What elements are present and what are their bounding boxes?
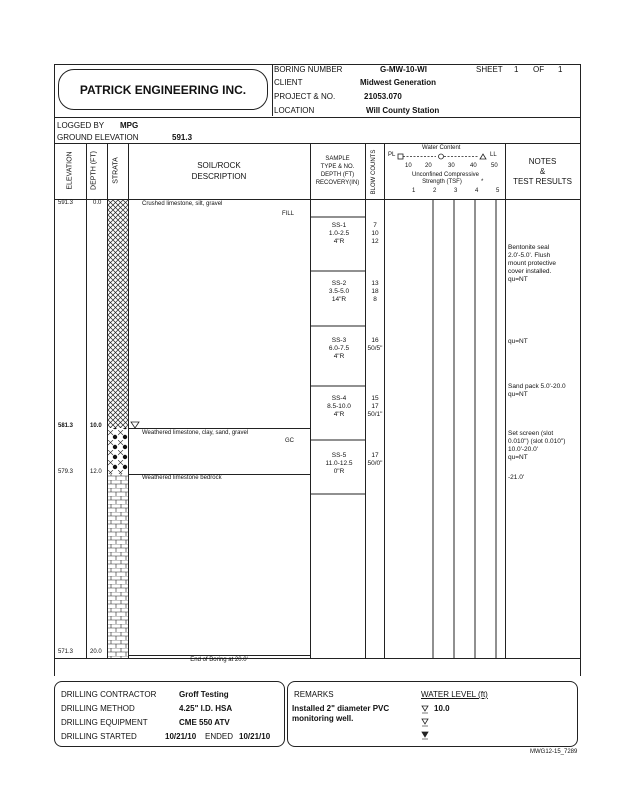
- wc-tick: 20: [425, 163, 432, 169]
- remarks-line-1: Installed 2" diameter PVC: [292, 704, 390, 713]
- elevation-value: 591.3: [58, 200, 74, 206]
- sample-type-header: TYPE & NO.: [320, 164, 355, 170]
- layer-code: GC: [285, 438, 294, 444]
- note-screen: [508, 430, 565, 462]
- strata-header: STRATA: [112, 157, 120, 184]
- boring-number: G-MW-10-WI: [380, 65, 427, 74]
- sample-id: SS-1: [331, 222, 347, 229]
- blow-counts-ss-3: [367, 337, 383, 353]
- remarks-label: REMARKS: [294, 690, 334, 699]
- sample-ss-5: [313, 452, 365, 476]
- sample-recovery: 0"R: [333, 468, 345, 475]
- sample-recovery: 4"R: [333, 353, 345, 360]
- sample-depth: 1.0-2.5: [328, 230, 350, 237]
- sample-recovery: 14"R: [331, 296, 347, 303]
- notes-header: NOTES: [528, 157, 557, 166]
- water-content-legend: [396, 151, 492, 163]
- sample-depth: 8.5-10.0: [327, 403, 351, 410]
- ucs-tick: 2: [433, 188, 437, 194]
- blow-count: 17: [371, 403, 379, 410]
- water-content-label: Water Content: [422, 145, 461, 151]
- col-div-graph: [505, 143, 506, 658]
- strata-column: [108, 200, 128, 658]
- started-value: 10/21/10: [165, 732, 197, 741]
- blow-counts-ss-2: [367, 280, 383, 304]
- remarks-line-2: monitoring well.: [292, 714, 354, 723]
- elevation-header: ELEVATION: [66, 151, 74, 190]
- graph-grid: [384, 199, 505, 658]
- bedrock-strata: [108, 474, 128, 658]
- ucs-tick-row: [395, 188, 501, 195]
- water-level-symbols-icon: [421, 704, 429, 744]
- equipment-label: DRILLING EQUIPMENT: [61, 718, 148, 727]
- ll-label: LL: [490, 152, 497, 158]
- frame-right: [580, 64, 581, 676]
- layer-code: FILL: [282, 211, 295, 217]
- blow-count: 50/0": [367, 460, 383, 467]
- water-level-label: WATER LEVEL (ft): [421, 690, 488, 699]
- blow-count: 10: [371, 230, 379, 237]
- fill-strata: [108, 200, 128, 428]
- ucs-tick: 4: [475, 188, 479, 194]
- depth-header: DEPTH (FT): [90, 151, 98, 190]
- note-line: Sand pack 5.0'-20.0: [508, 383, 566, 390]
- wc-tick: 40: [470, 163, 477, 169]
- note-refusal: -21.0': [508, 474, 525, 481]
- note-line: cover installed.: [508, 268, 552, 275]
- description-header: DESCRIPTION: [191, 172, 247, 181]
- soil-rock-header: SOIL/ROCK: [197, 161, 241, 170]
- contractor-label: DRILLING CONTRACTOR: [61, 690, 157, 699]
- blow-count: 13: [371, 280, 379, 287]
- note-line: Bentonite seal: [508, 244, 550, 251]
- project-number: 21053.070: [364, 92, 402, 101]
- contractor-value: Groff Testing: [179, 690, 229, 699]
- col-div-strata: [128, 143, 129, 658]
- client-value: Midwest Generation: [360, 78, 437, 87]
- sample-recovery-header: RECOVERY(IN): [315, 180, 360, 186]
- sheet-total: 1: [558, 65, 563, 74]
- layer-description: Crushed limestone, silt, gravel: [142, 201, 223, 207]
- ground-elevation-value: 591.3: [172, 133, 193, 142]
- ground-elevation-label: GROUND ELEVATION: [57, 133, 139, 142]
- sample-id: SS-5: [331, 452, 347, 459]
- layer-description: Weathered limestone, clay, sand, gravel: [142, 430, 249, 436]
- started-label: DRILLING STARTED: [61, 732, 137, 741]
- client-label: CLIENT: [274, 78, 303, 87]
- gc-strata: [108, 428, 128, 474]
- ucs-label-1: Unconfined Compressive: [411, 172, 480, 178]
- end-of-boring: End of Boring at 20.0': [190, 657, 248, 663]
- sample-boxes: [310, 199, 365, 658]
- blow-counts-ss-1: [367, 222, 383, 246]
- form-id: MWG12-15_7289: [530, 749, 578, 755]
- note-line: qu=NT: [508, 391, 528, 398]
- notes-ampersand: &: [539, 167, 546, 176]
- test-results-header: TEST RESULTS: [513, 177, 572, 186]
- remarks-panel: [287, 681, 578, 747]
- of-label: OF: [533, 65, 545, 74]
- sample-header: SAMPLE: [325, 156, 350, 162]
- blow-count: 17: [371, 452, 379, 459]
- layer-boundary: [128, 655, 310, 656]
- blow-count: 50/1": [367, 411, 383, 418]
- sample-ss-4: [313, 395, 365, 419]
- blow-count: 12: [371, 238, 379, 245]
- column-header-top: [54, 143, 580, 144]
- sample-depth-header: DEPTH (FT): [320, 172, 355, 178]
- elevation-value: 579.3: [58, 469, 74, 475]
- layer-boundary: [128, 428, 310, 429]
- wc-tick: 30: [448, 163, 455, 169]
- ended-value: 10/21/10: [239, 732, 271, 741]
- project-label: PROJECT & NO.: [274, 92, 336, 101]
- blow-count: 16: [371, 337, 379, 344]
- wc-tick: 50: [491, 163, 498, 169]
- sample-recovery: 4"R: [333, 238, 345, 245]
- ucs-label-2: Strength (TSF): [422, 179, 462, 185]
- note-bentonite-seal: [508, 244, 556, 284]
- sample-id: SS-2: [331, 280, 347, 287]
- boring-number-label: BORING NUMBER: [274, 65, 343, 74]
- note-line: Set screen (slot: [508, 430, 554, 437]
- ucs-marker: *: [481, 179, 484, 185]
- ucs-tick: 5: [496, 188, 500, 194]
- logged-by-value: MPG: [120, 121, 139, 130]
- sample-id: SS-4: [331, 395, 347, 402]
- note-line: qu=NT: [508, 454, 528, 461]
- note-line: 0.010") (slot 0.010"): [508, 438, 566, 445]
- blow-count: 18: [371, 288, 379, 295]
- location-value: Will County Station: [366, 106, 440, 115]
- sample-depth: 3.5-5.0: [328, 288, 350, 295]
- blow-counts-ss-4: [367, 395, 383, 419]
- blow-count: 7: [373, 222, 377, 229]
- col-div-elev: [86, 143, 87, 658]
- method-value: 4.25" I.D. HSA: [179, 704, 233, 713]
- depth-value: 20.0: [90, 649, 102, 655]
- water-level-value: 10.0: [434, 704, 450, 713]
- elevation-value: 571.3: [58, 649, 74, 655]
- ucs-tick: 1: [412, 188, 416, 194]
- blow-count: 8: [373, 296, 377, 303]
- equipment-value: CME 550 ATV: [179, 718, 230, 727]
- ended-label: ENDED: [205, 732, 234, 741]
- sample-depth: 11.0-12.5: [325, 460, 353, 467]
- depth-value: 12.0: [90, 469, 102, 475]
- wc-tick-row: [395, 163, 501, 170]
- blow-counts-header: BLOW COUNTS: [371, 149, 377, 195]
- sample-depth: 6.0-7.5: [328, 345, 350, 352]
- note-line: 2.0'-5.0'. Flush: [508, 252, 551, 259]
- blow-count: 15: [371, 395, 379, 402]
- sheet-number: 1: [514, 65, 519, 74]
- wc-tick: 10: [405, 163, 412, 169]
- depth-value: 10.0: [90, 423, 102, 429]
- header-bottom-line: [54, 117, 580, 118]
- logged-by-label: LOGGED BY: [57, 121, 105, 130]
- elevation-value: 581.3: [58, 423, 74, 429]
- note-qu: qu=NT: [508, 338, 528, 345]
- sample-ss-3: [313, 337, 365, 361]
- sample-id: SS-3: [331, 337, 347, 344]
- note-line: qu=NT: [508, 276, 528, 283]
- note-line: 10.0'-20.0': [508, 446, 538, 453]
- sheet-label: SHEET: [476, 65, 503, 74]
- company-logo: PATRICK ENGINEERING INC.: [58, 69, 268, 110]
- sample-ss-2: [313, 280, 365, 304]
- location-label: LOCATION: [274, 106, 315, 115]
- ucs-tick: 3: [454, 188, 458, 194]
- blow-counts-ss-5: [367, 452, 383, 468]
- layer-description: Weathered limestone bedrock: [142, 475, 222, 481]
- sample-recovery: 4"R: [333, 411, 345, 418]
- header-divider: [272, 64, 273, 116]
- note-sand-pack: [508, 383, 566, 399]
- drilling-info-panel: [54, 681, 285, 747]
- method-label: DRILLING METHOD: [61, 704, 135, 713]
- pl-label: PL: [388, 152, 396, 158]
- water-level-marker-icon: [130, 421, 140, 430]
- blow-count: 50/5": [367, 345, 383, 352]
- note-line: mount protective: [508, 260, 557, 267]
- sample-ss-1: [313, 222, 365, 246]
- depth-value: 0.0: [93, 200, 102, 206]
- frame-left: [54, 64, 55, 676]
- col-div-sample: [365, 143, 366, 658]
